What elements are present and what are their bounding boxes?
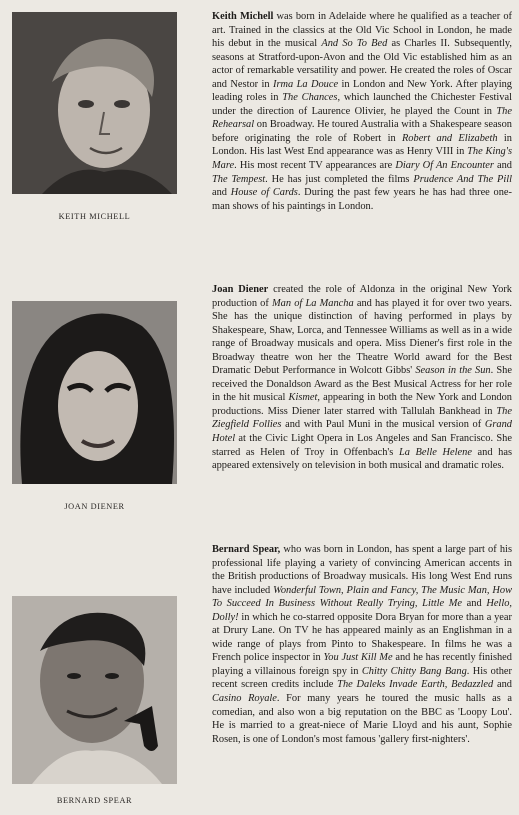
bio-text: . For many years he toured the music halls as a comedian, and also won a big reputation on the BBC as 'Loopy Lou'. He is married to a great-niece of Marie Lloyd and his aunt, Sophie Rosen, is one of London's most famous 'gallery first-nighters'. <box>212 693 512 745</box>
photo-caption: JOAN DIENER <box>64 502 125 511</box>
bio-body <box>212 11 512 212</box>
italic-title: The Tempest <box>212 173 266 185</box>
bio-text: . His other recent screen credits include <box>212 665 512 691</box>
italic-title: Wonderful Town, Plain and Fancy, The Music Man, How To Succeed In Business Without Really Trying, Little Me <box>212 584 512 610</box>
portrait-photo-keith-michell <box>12 12 177 194</box>
photo-caption: BERNARD SPEAR <box>56 796 133 805</box>
portrait-photo-bernard-spear <box>12 596 177 784</box>
italic-title: And So To Bed <box>321 38 388 50</box>
bio-name: Joan Diener <box>212 284 269 295</box>
bio-text: . He has just completed the films <box>265 173 414 185</box>
italic-title: Chitty Chitty Bang Bang <box>361 665 467 677</box>
bio-text: in London. His last West End appearance was as Henry VIII in <box>212 132 513 158</box>
italic-title: Hello, Dolly! <box>212 598 512 623</box>
photo-caption: KEITH MICHELL <box>58 212 131 221</box>
bio-paragraph <box>212 10 512 213</box>
italic-title: Casino Royale <box>212 693 277 705</box>
bio-text: at the Civic Light Opera in Los Angeles and San Francisco. She starred as Helen of Troy in Offenbach's <box>212 433 512 458</box>
bio-text: created the role of Aldonza in the original New York production of <box>212 284 513 309</box>
bio-text: and <box>212 187 231 199</box>
bio-text: who was born in London, has spent a large part of his professional life playing a variety of convincing American accents in the British productions of Broadway musicals. His long West End runs have included <box>212 544 512 596</box>
bio-name: Keith Michell <box>212 11 274 22</box>
portrait-photo-joan-diener <box>12 301 177 484</box>
bio-name: Bernard Spear, <box>212 544 281 555</box>
bio-body <box>212 544 512 745</box>
italic-title: Robert and Elizabeth <box>401 132 498 144</box>
bio-text: in London and New York. After playing leading roles in <box>212 78 512 104</box>
bio-text: , appearing in both the New York and London productions. Miss Diener later starred with Tallulah Bankhead in <box>212 392 512 417</box>
bio-text: . His most recent TV appearances are <box>234 160 396 172</box>
italic-title: Kismet <box>288 392 318 404</box>
italic-title: The Ziegfield Follies <box>212 405 512 431</box>
bio-text: and <box>493 679 512 691</box>
bio-text: , which launched the Chichester Festival under the direction of Laurence Olivier, he played the Count in <box>212 92 513 117</box>
italic-title: You Just Kill Me <box>323 652 393 664</box>
bio-paragraph <box>212 283 512 473</box>
bio-body <box>212 284 512 471</box>
bio-text: on Broadway. He toured Australia with a Shakespeare season before originating the role of Robert in <box>212 119 512 144</box>
bio-text: and he has recently finished playing a villainous foreign spy in <box>212 652 512 677</box>
italic-title: Diary Of An Encounter <box>395 160 494 172</box>
italic-title: The Chances <box>282 92 338 104</box>
italic-title: The King's Mare <box>212 146 512 172</box>
bio-text: . During the past few years he has had three one-man shows of his paintings in London. <box>212 187 512 212</box>
bio-text: and with Paul Muni in the musical version of <box>281 419 485 431</box>
bio-text: . She received the Donaldson Award as the Best Musical Actress for her role in the hit musical <box>212 365 512 404</box>
italic-title: Man of La Mancha <box>272 297 354 309</box>
italic-title: House of Cards <box>230 187 298 199</box>
italic-title: La Belle Helene <box>398 446 472 458</box>
bio-text: and has played it for over two years. She has the unique distinction of having performed in plays by Shakespeare, Shaw, Lorca, and Tennessee Williams as well as in a wide range of Broadway musicals and opera. Miss Diener's first role in the Broadway theatre won her the Theatre World award for the Best Dramatic Debut Performance in Wolcott Gibbs' <box>212 297 512 377</box>
italic-title: Irma La Douce <box>273 78 339 90</box>
bio-text: and has appeared extensively on television in both musical and dramatic roles. <box>212 446 513 472</box>
bio-text: as Charles II. Subsequently, seasons at Stratford-upon-Avon and the Old Vic established him as an actor of remarkable versatility and power. He created the roles of Oscar and Nestor in <box>212 38 513 90</box>
bio-text: and <box>493 160 512 172</box>
italic-title: The Daleks Invade Earth, Bedazzled <box>337 679 494 691</box>
bio-text: and <box>462 598 487 610</box>
italic-title: Season in the Sun <box>415 365 491 377</box>
bio-text: was born in Adelaide where he qualified as a teacher of art. Trained in the classics at the Old Vic School in London, he made his debut in the musical <box>212 11 513 50</box>
italic-title: Grand Hotel <box>212 419 512 445</box>
bio-text: in which he co-starred opposite Dora Bryan for more than a year at Drury Lane. On TV he has appeared mainly as an Englishman in a wide range of plays from Pinto to Shakespeare. In films he was a French police inspector in <box>212 611 512 664</box>
italic-title: Prudence And The Pill <box>413 173 513 185</box>
bio-paragraph <box>212 543 512 746</box>
italic-title: The Rehearsal <box>212 105 512 131</box>
